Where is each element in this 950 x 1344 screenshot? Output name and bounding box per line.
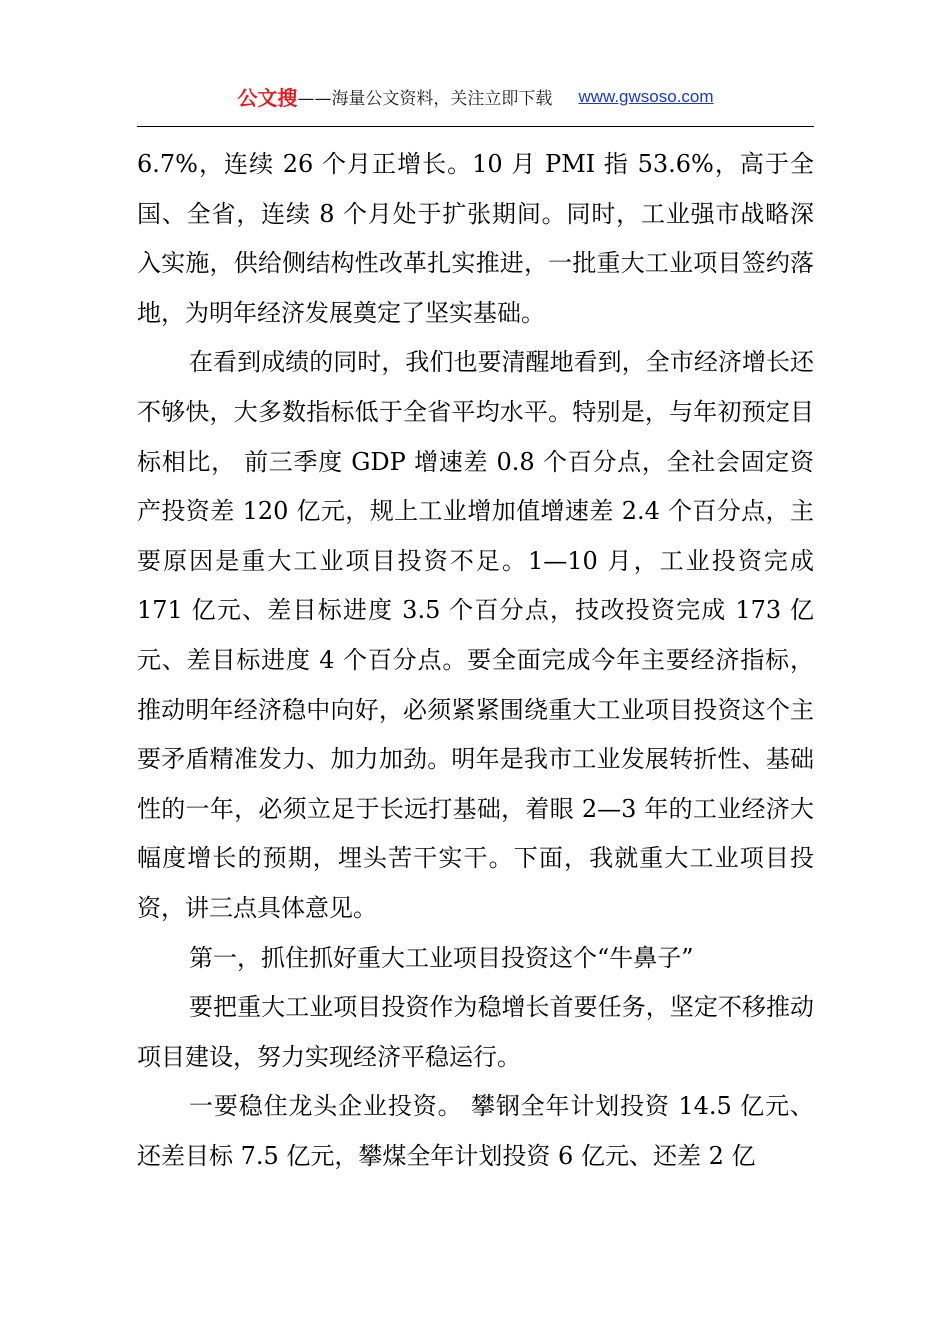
- section-heading: 第一，抓住抓好重大工业项目投资这个“牛鼻子”: [189, 943, 694, 972]
- page-header: [137, 82, 814, 112]
- paragraph: 6.7%，连续 26 个月正增长。10 月 PMI 指 53.6%，高于全国、全省，连续 8 个月处于扩张期间。同时，工业强市战略深入实施，供给侧结构性改革扎实推进，一批重大工业项目签约落地，为明年经济发展奠定了坚实基础。: [137, 150, 814, 327]
- brand-logo-text: 公文搜: [237, 86, 298, 110]
- website-link[interactable]: www.gwsoso.com: [578, 86, 714, 106]
- paragraph: 一要稳住龙头企业投资。 攀钢全年计划投资 14.5 亿元、还差目标 7.5 亿元，攀煤全年计划投资 6 亿元、还差 2 亿: [137, 1092, 814, 1170]
- header-divider: [137, 126, 814, 127]
- paragraph: 要把重大工业项目投资作为稳增长首要任务，坚定不移推动项目建设，努力实现经济平稳运行。: [137, 993, 814, 1071]
- document-body: [137, 140, 814, 1181]
- header-slogan: ——海量公文资料，关注立即下载: [297, 89, 553, 109]
- paragraph: 在看到成绩的同时，我们也要清醒地看到，全市经济增长还不够快，大多数指标低于全省平均水平。特别是，与年初预定目标相比， 前三季度 GDP 增速差 0.8 个百分点，全社会固定资产投资差 120 亿元，规上工业增加值增速差 2.4 个百分点，主要原因是重大工业项目投资不足。1—10 月，工业投资完成 171 亿元、差目标进度 3.5 个百分点，技改投资完成 173 亿元、差目标进度 4 个百分点。要全面完成今年主要经济指标，推动明年经济稳中向好，必须紧紧围绕重大工业项目投资这个主要矛盾精准发力、加力加劲。明年是我市工业发展转折性、基础性的一年，必须立足于长远打基础，着眼 2—3 年的工业经济大幅度增长的预期，埋头苦干实干。下面，我就重大工业项目投资，讲三点具体意见。: [137, 348, 814, 922]
